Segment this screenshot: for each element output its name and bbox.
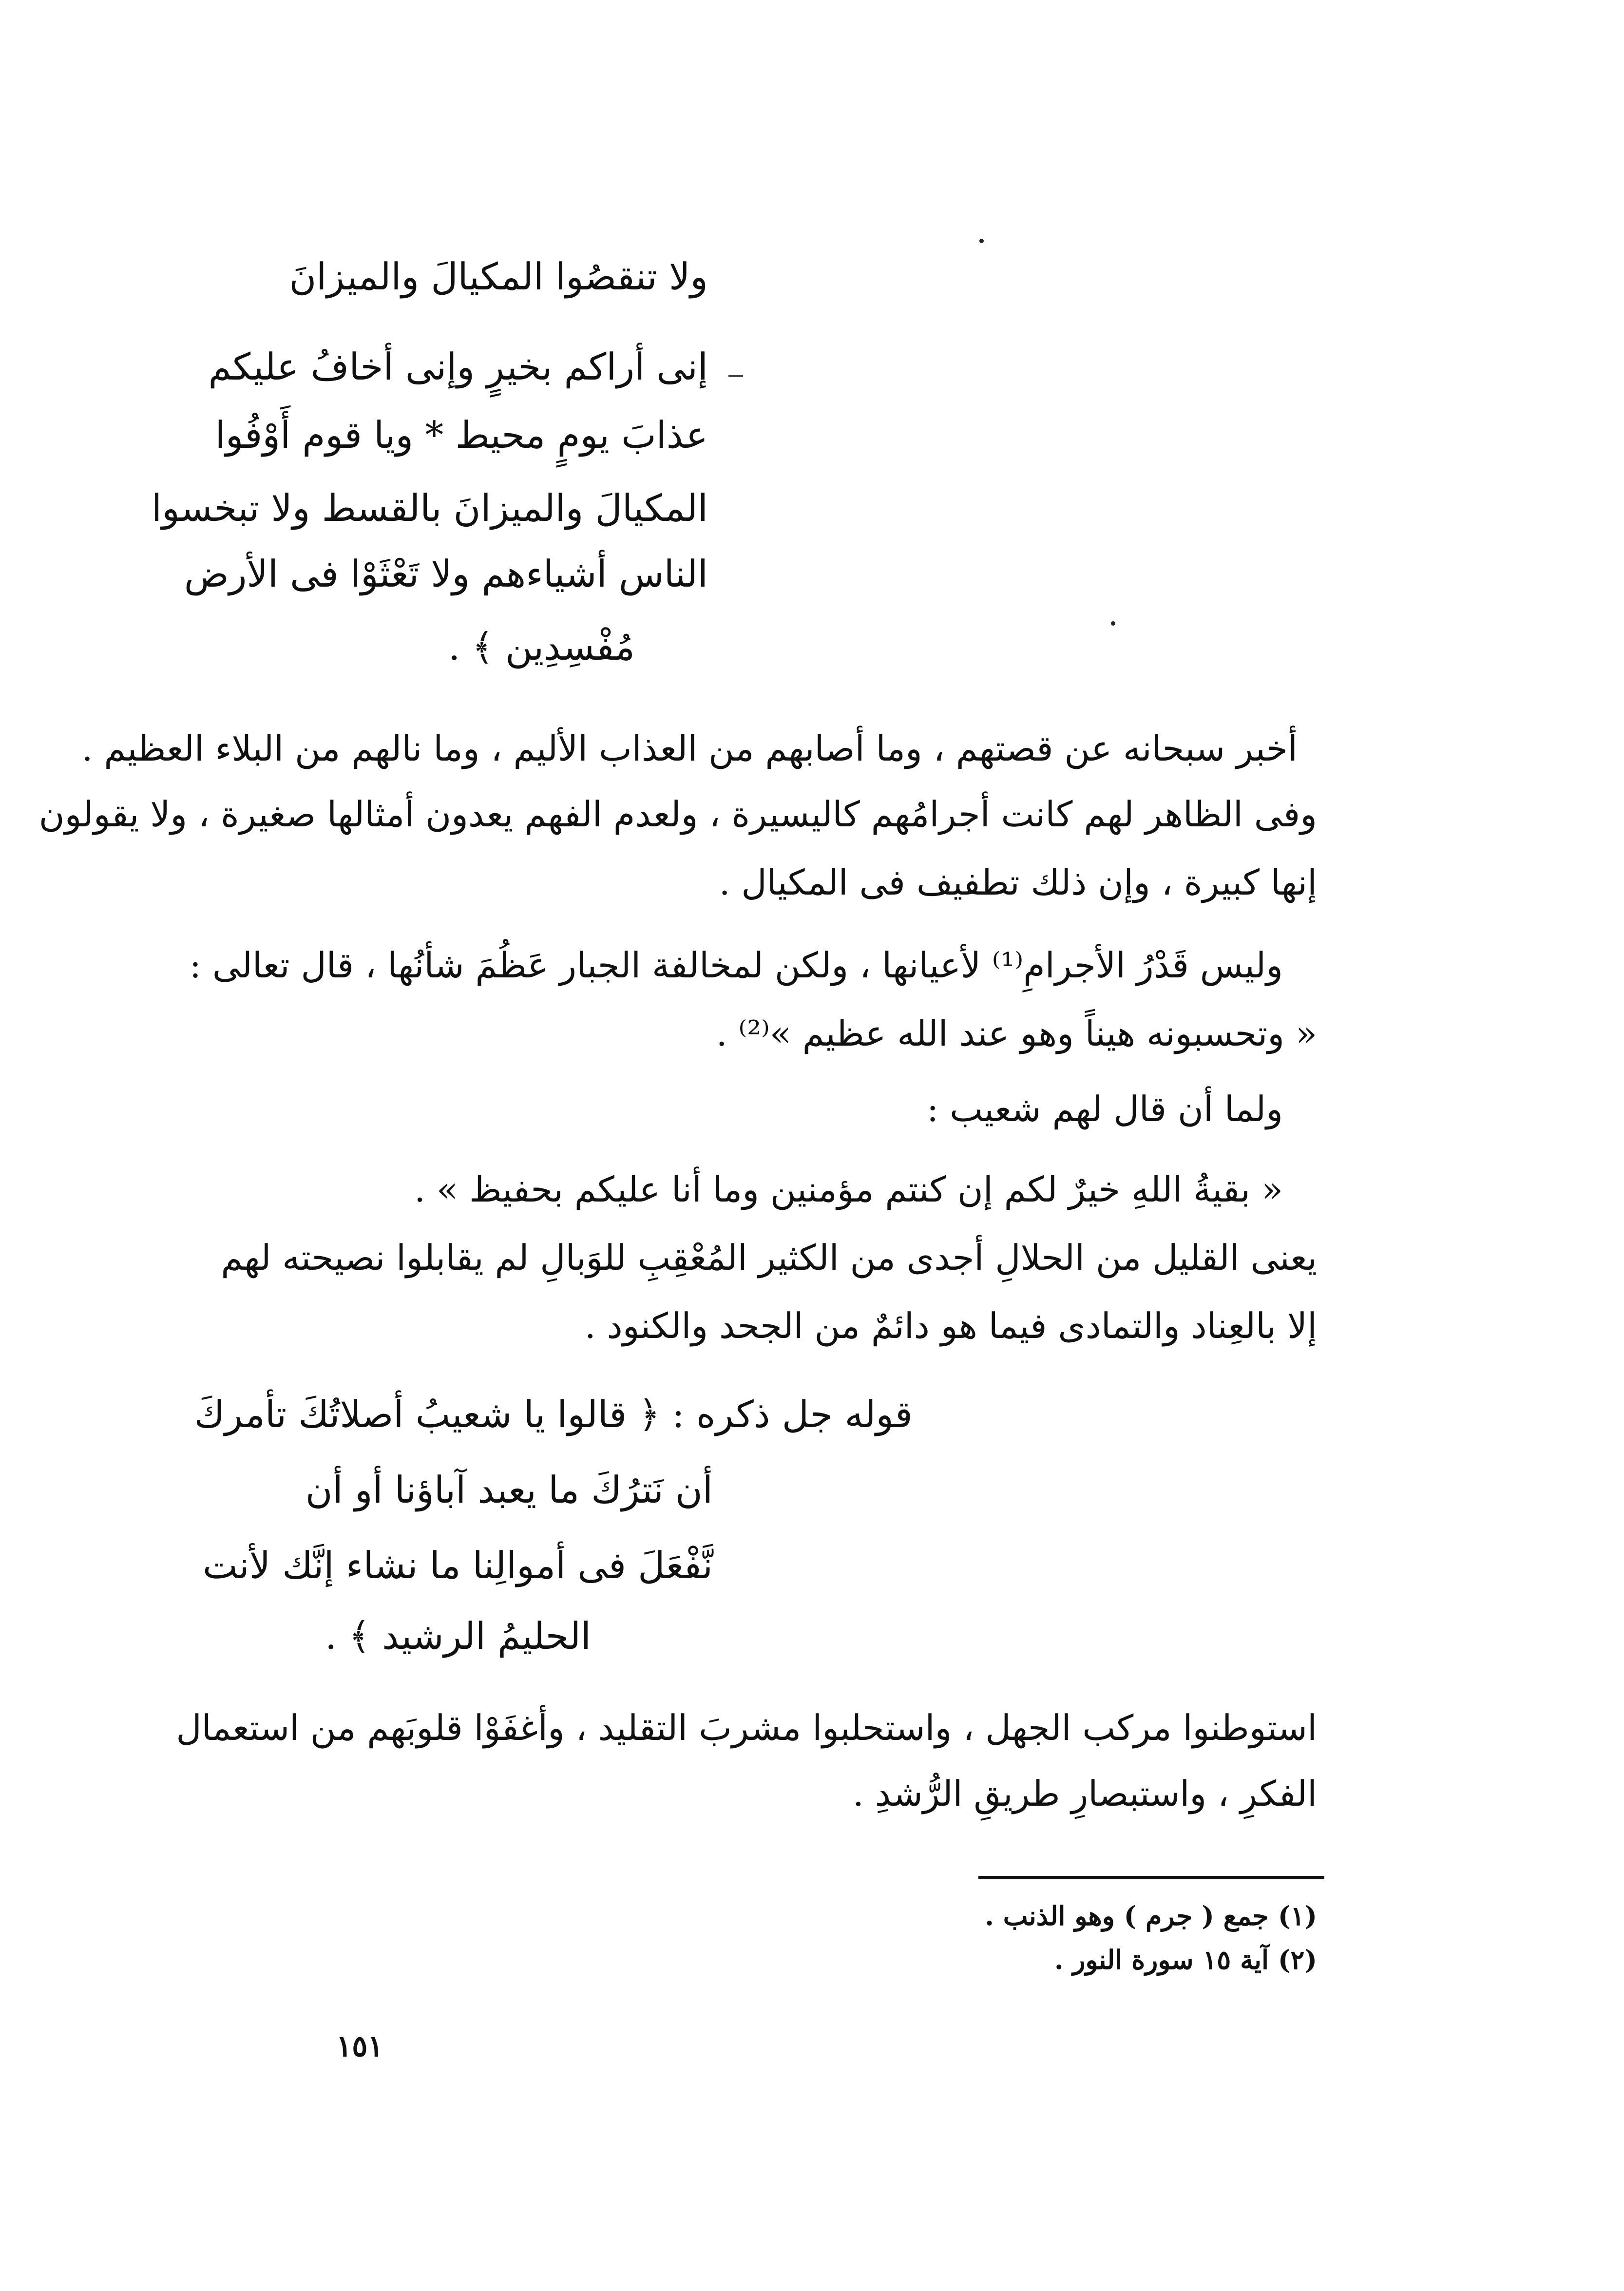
verse-line: إنى أراكم بخيرٍ وإنى أخافُ عليكم [208,345,708,388]
commentary-line: استوطنوا مركب الجهل ، واستحلبوا مشربَ التقليد ، وأغفَوْا قلوبَهم من استعمال [176,1707,1317,1748]
footnote-divider [978,1876,1324,1879]
print-dash [728,375,743,377]
verse-line: أن نَترُكَ ما يعبد آباؤنا أو أن [305,1468,713,1511]
verse-line: المكيالَ والميزانَ بالقسط ولا تبخسوا [151,486,708,530]
print-speck [1111,621,1115,626]
commentary-line: « وتحسبونه هيناً وهو عند الله عظيم »⁽²⁾ . [716,1013,1317,1054]
verse-line: الحليمُ الرشيد ﴾ . [325,1614,591,1658]
commentary-line: أخبر سبحانه عن قصتهم ، وما أصابهم من العذاب الأليم ، وما نالهم من البلاء العظيم . [81,728,1298,769]
verse-line: الناس أشياءهم ولا تَعْثَوْا فى الأرض [184,552,708,595]
commentary-line: إلا بالعِناد والتمادى فيما هو دائمٌ من الجحد والكنود . [584,1305,1317,1346]
footnote-line: (١) جمع ( جرم ) وهو الذنب . [985,1900,1317,1931]
commentary-line: « بقيةُ اللهِ خيرٌ لكم إن كنتم مؤمنين وما أنا عليكم بحفيظ » . [414,1169,1283,1210]
commentary-line: يعنى القليل من الحلالِ أجدى من الكثير المُعْقِبِ للوَبالِ لم يقابلوا نصيحته لهم [221,1237,1317,1278]
print-speck [979,239,984,243]
commentary-line: وفى الظاهر لهم كانت أجرامُهم كاليسيرة ، ولعدم الفهم يعدون أمثالها صغيرة ، ولا يقولون [38,794,1317,835]
verse-line: مُفْسِدِين ﴾ . [448,625,635,668]
page-number: ١٥١ [336,2029,383,2063]
commentary-line: وليس قَدْرُ الأجرامِ⁽¹⁾ لأعيانها ، ولكن لمخالفة الجبار عَظُمَ شأنُها ، قال تعالى : [189,945,1283,986]
verse-line: عذابَ يومٍ محيط * ويا قوم أَوْفُوا [215,413,708,457]
verse-line: ولا تنقصُوا المكيالَ والميزانَ [289,255,708,298]
commentary-line: إنها كبيرة ، وإن ذلك تطفيف فى المكيال . [719,862,1317,903]
verse-line: نَّفْعَلَ فى أموالِنا ما نشاء إنَّك لأنت [202,1544,713,1587]
footnote-line: (٢) آية ١٥ سورة النور . [1054,1944,1317,1975]
commentary-line: ولما أن قال لهم شعيب : [926,1088,1283,1129]
commentary-line: الفكرِ ، واستبصارِ طريقِ الرُّشدِ . [852,1773,1317,1814]
verse-line: قوله جل ذكره : ﴿ قالوا يا شعيبُ أصلاتُكَ تأمركَ [194,1393,913,1436]
